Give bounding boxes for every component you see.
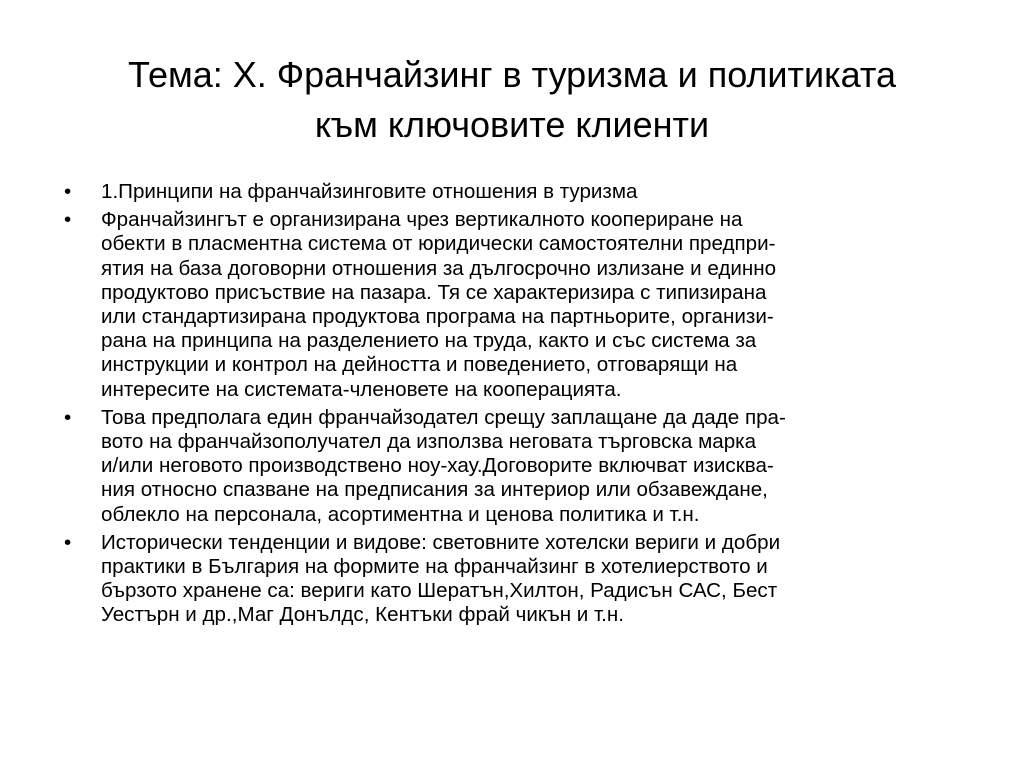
bullet-text-line: и/или неговото производствено ноу-хау.Договорите включват изисква-	[101, 454, 774, 478]
bullet-text-line: Франчайзингът е организирана чрез вертикалното коопериране на	[101, 208, 743, 232]
bullet-item	[64, 208, 964, 402]
bullet-text-line: вото на франчайзополучател да използва неговата търговска марка	[101, 430, 757, 454]
bullet-text	[101, 180, 964, 204]
bullet-dot-icon: •	[64, 180, 72, 203]
bullet-text-line: Това предполага един франчайзодател срещу заплащане да даде пра-	[101, 405, 786, 429]
bullet-text	[101, 208, 964, 402]
bullet-text-line: инструкции и контрол на дейността и поведението, отговарящи на	[101, 353, 738, 377]
bullet-dot-icon: •	[64, 405, 72, 429]
bullet-text-line: бързото хранене са: вериги като Шератън,Хилтон, Радисън САС, Бест	[101, 579, 778, 603]
bullet-text-line: ния относно спазване на предписания за интериор или обзавеждане,	[101, 478, 768, 502]
bullet-item	[64, 531, 964, 628]
bullet-text-line: рана на принципа на разделението на труда, както и със система за	[101, 329, 757, 353]
bullet-text-line: ятия на база договорни отношения за дългосрочно излизане и единно	[101, 256, 777, 280]
bullet-text-line: интересите на системата-членовете на кооперацията.	[101, 377, 622, 401]
bullet-text-line: 1.Принципи на франчайзинговите отношения в туризма	[101, 180, 638, 203]
bullet-text	[101, 406, 964, 527]
bullet-text-line: Уестърн и др.,Маг Донълдс, Кентъки фрай чикън и т.н.	[101, 603, 624, 627]
bullet-list	[64, 180, 964, 632]
slide-title-line: към ключовите клиенти	[314, 104, 710, 145]
bullet-text-line: обекти в пласментна система от юридически самостоятелни предпри-	[101, 232, 776, 256]
bullet-text-line: продуктово присъствие на пазара. Тя се характеризира с типизирана	[101, 280, 767, 304]
slide-title	[60, 50, 964, 150]
bullet-item	[64, 406, 964, 527]
bullet-text-line: Исторически тенденции и видове: световните хотелски вериги и добри	[101, 530, 781, 554]
bullet-dot-icon: •	[64, 530, 72, 554]
bullet-text	[101, 531, 964, 628]
slide-title-line: Тема: Х. Франчайзинг в туризма и политиката	[127, 54, 897, 95]
bullet-dot-icon: •	[64, 208, 72, 232]
bullet-text-line: или стандартизирана продуктова програма на партньорите, организи-	[101, 305, 774, 329]
bullet-text-line: практики в България на формите на франчайзинг в хотелиерството и	[101, 555, 768, 579]
bullet-text-line: облекло на персонала, асортиментна и ценова политика и т.н.	[101, 502, 700, 526]
bullet-item	[64, 180, 964, 204]
